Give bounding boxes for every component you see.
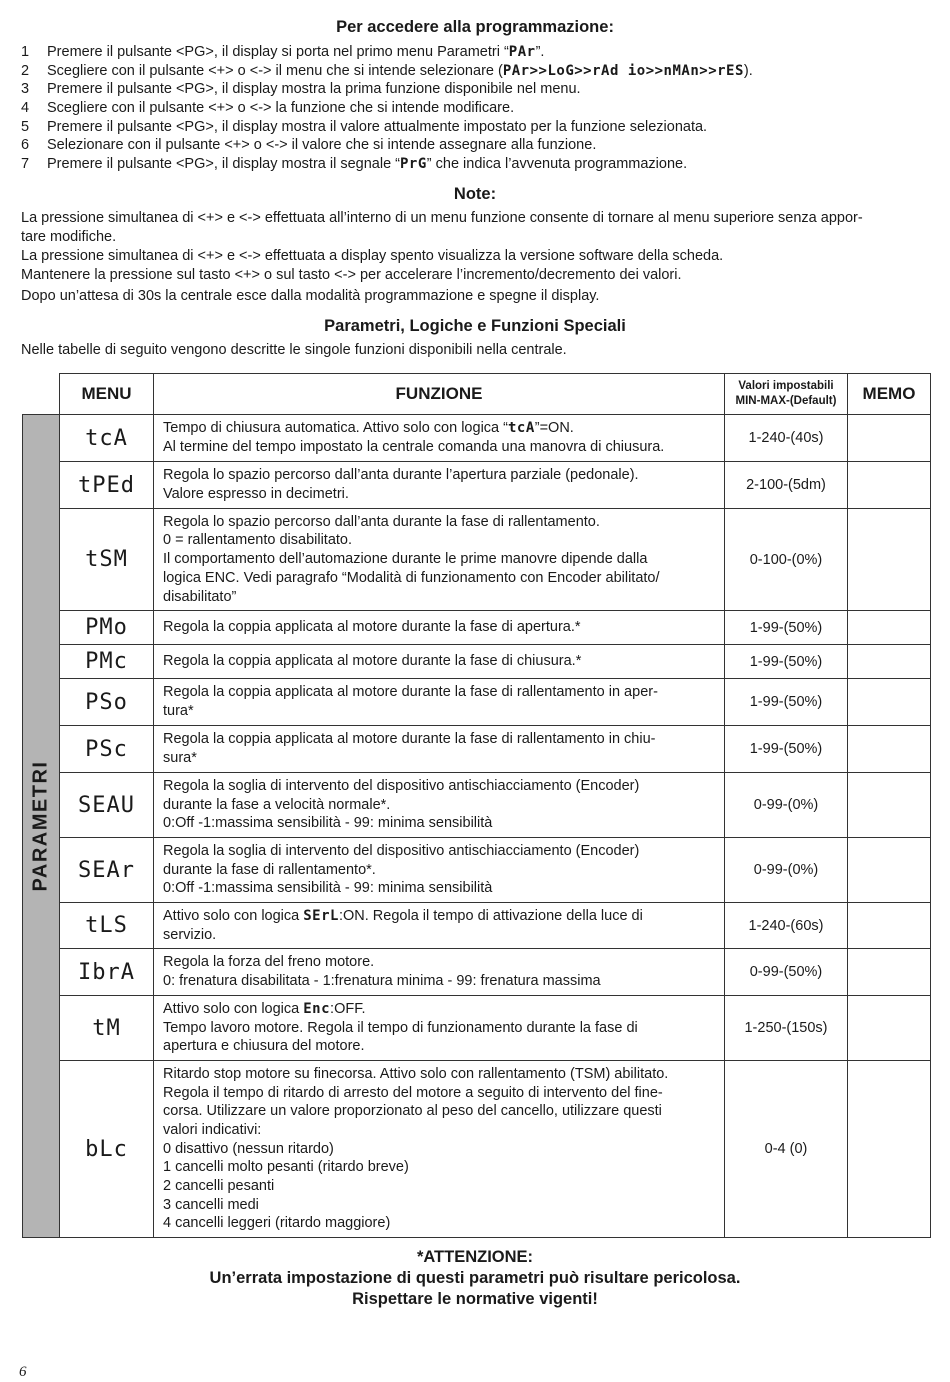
warning-title: *ATTENZIONE: — [416, 1248, 534, 1266]
value-range: 1-99-(50%) — [725, 645, 848, 679]
step-text — [47, 99, 514, 118]
description-line — [163, 907, 715, 926]
function-description — [154, 903, 725, 949]
memo-cell — [848, 838, 931, 903]
description-line — [163, 972, 715, 991]
menu-code-cell — [60, 838, 154, 903]
description-line — [163, 652, 715, 671]
table-row — [23, 509, 931, 611]
note-line: Mantenere la pressione sul tasto <+> o sul tasto <-> per accelerare l’incremento/decremento dei valori. — [21, 267, 682, 283]
text-run: Regola la soglia di intervento del dispositivo antischiacciamento (Encoder) — [163, 777, 640, 794]
menu-code-cell — [60, 415, 154, 462]
step-item — [21, 43, 931, 62]
value-range: 0-99-(0%) — [725, 838, 848, 903]
description-line — [163, 953, 715, 972]
value-range: 0-99-(50%) — [725, 949, 848, 996]
text-run: Premere il pulsante <PG>, il display si porta nel primo menu Parametri “ — [47, 44, 509, 60]
step-number: 6 — [21, 137, 30, 154]
description-line — [163, 796, 715, 815]
menu-code: IbrA — [78, 959, 135, 985]
header-spacer — [23, 374, 60, 415]
menu-code: PMc — [85, 649, 128, 674]
memo-cell — [848, 462, 931, 509]
memo-cell — [848, 611, 931, 645]
function-description — [154, 679, 725, 726]
function-description — [154, 611, 725, 645]
menu-code-cell — [60, 773, 154, 838]
display-code: SErL — [303, 907, 339, 924]
table-row — [23, 726, 931, 773]
header-menu: MENU — [60, 374, 154, 415]
display-code: PAr>>LoG>>rAd io>>nMAn>>rES — [502, 62, 744, 79]
text-run: 0 = rallentamento disabilitato. — [163, 532, 353, 549]
text-run: apertura e chiusura del motore. — [163, 1038, 365, 1055]
table-row — [23, 773, 931, 838]
memo-cell — [848, 949, 931, 996]
description-line — [163, 1158, 715, 1177]
description-line — [163, 531, 715, 550]
text-run: durante la fase a velocità normale*. — [163, 796, 391, 813]
menu-code: PMo — [85, 615, 128, 640]
text-run: Il comportamento dell’automazione durante le prime manovre dipende dalla — [163, 551, 648, 568]
step-number: 7 — [21, 156, 30, 173]
description-line — [163, 842, 715, 861]
warning-line: Un’errata impostazione di questi parametri può risultare pericolosa. — [209, 1269, 741, 1287]
step-number: 3 — [21, 81, 30, 98]
text-run: :ON. Regola il tempo di attivazione della luce di — [338, 907, 643, 924]
description-line — [163, 749, 715, 768]
header-funzione: FUNZIONE — [154, 374, 725, 415]
menu-code-cell — [60, 996, 154, 1061]
header-valori-line2: MIN-MAX-(Default) — [735, 395, 837, 407]
text-run: :OFF. — [330, 1000, 366, 1017]
description-line — [163, 1140, 715, 1159]
step-text — [47, 62, 753, 81]
text-run: 0:Off -1:massima sensibilità - 99: minima sensibilità — [163, 815, 493, 832]
menu-code-cell — [60, 645, 154, 679]
text-run: ”=ON. — [534, 420, 574, 437]
step-text — [47, 118, 707, 137]
function-description — [154, 462, 725, 509]
text-run: Ritardo stop motore su finecorsa. Attivo solo con rallentamento (TSM) abilitato. — [163, 1065, 669, 1082]
menu-code-cell — [60, 509, 154, 611]
memo-cell — [848, 903, 931, 949]
table-header-row — [23, 374, 931, 415]
text-run: disabilitato” — [163, 588, 237, 605]
step-item — [21, 80, 931, 99]
table-row — [23, 949, 931, 996]
text-run: Premere il pulsante <PG>, il display mostra il segnale “ — [47, 156, 400, 173]
description-line — [163, 1196, 715, 1215]
value-range: 1-250-(150s) — [725, 996, 848, 1061]
text-run: Regola il tempo di ritardo di arresto del motore a seguito di intervento del fine- — [163, 1084, 663, 1101]
description-line — [163, 814, 715, 833]
value-range: 1-99-(50%) — [725, 611, 848, 645]
function-description — [154, 838, 725, 903]
step-item — [21, 136, 931, 155]
step-number: 4 — [21, 100, 30, 117]
text-run: Regola la forza del freno motore. — [163, 954, 375, 971]
description-line — [163, 683, 715, 702]
menu-code: bLc — [85, 1136, 128, 1162]
step-item — [21, 155, 931, 174]
text-run: Tempo di chiusura automatica. Attivo solo con logica “ — [163, 420, 508, 437]
text-run: Attivo solo con logica — [163, 907, 304, 924]
table-row — [23, 996, 931, 1061]
text-run: corsa. Utilizzare un valore proporzionato al peso del cancello, utilizzare questi — [163, 1103, 662, 1120]
text-run: Scegliere con il pulsante <+> o <-> il menu che si intende selezionare ( — [47, 62, 503, 79]
menu-code: tPEd — [78, 472, 135, 498]
function-description — [154, 415, 725, 462]
notes-heading: Note: — [453, 185, 497, 203]
description-line — [163, 569, 715, 588]
description-line — [163, 513, 715, 532]
description-line — [163, 1102, 715, 1121]
menu-code-cell — [60, 462, 154, 509]
parametri-side-label — [23, 415, 60, 1238]
function-description — [154, 726, 725, 773]
description-line — [163, 1177, 715, 1196]
description-line — [163, 485, 715, 504]
memo-cell — [848, 726, 931, 773]
programming-heading: Per accedere alla programmazione: — [336, 18, 614, 36]
function-description — [154, 1061, 725, 1238]
value-range: 1-99-(50%) — [725, 726, 848, 773]
parameters-table — [22, 373, 931, 1238]
description-line — [163, 879, 715, 898]
menu-code: SEAr — [78, 857, 135, 883]
text-run: 0: frenatura disabilitata - 1:frenatura minima - 99: frenatura massima — [163, 973, 601, 989]
menu-code: PSc — [85, 736, 128, 762]
table-row — [23, 838, 931, 903]
text-run: durante la fase di rallentamento*. — [163, 861, 376, 878]
memo-cell — [848, 509, 931, 611]
text-run: 0 disattivo (nessun ritardo) — [163, 1140, 334, 1157]
text-run: Valore espresso in decimetri. — [163, 486, 349, 502]
memo-cell — [848, 679, 931, 726]
description-line — [163, 777, 715, 796]
description-line — [163, 730, 715, 749]
memo-cell — [848, 773, 931, 838]
function-description — [154, 509, 725, 611]
description-line — [163, 1214, 715, 1233]
menu-code-cell — [60, 679, 154, 726]
header-valori — [725, 374, 848, 415]
function-description — [154, 996, 725, 1061]
text-run: ). — [743, 62, 753, 79]
menu-code: tSM — [85, 547, 128, 572]
step-item — [21, 118, 931, 137]
description-line — [163, 466, 715, 485]
memo-cell — [848, 1061, 931, 1238]
text-run: Al termine del tempo impostato la centrale comanda una manovra di chiusura. — [163, 439, 665, 455]
description-line — [163, 618, 715, 637]
notes-block — [21, 209, 931, 306]
value-range: 1-240-(60s) — [725, 903, 848, 949]
text-run: Regola la coppia applicata al motore durante la fase di chiusura.* — [163, 653, 582, 670]
warning-block — [0, 1247, 950, 1310]
page-number: 6 — [19, 1364, 27, 1380]
value-range: 1-240-(40s) — [725, 415, 848, 462]
text-run: valori indicativi: — [163, 1121, 262, 1138]
text-run: logica ENC. Vedi paragrafo “Modalità di funzionamento con Encoder abilitato/ — [163, 569, 660, 586]
description-line — [163, 550, 715, 569]
menu-code-cell — [60, 611, 154, 645]
table-row — [23, 903, 931, 949]
display-code: PAr — [508, 44, 536, 60]
parameters-intro: Nelle tabelle di seguito vengono descritte le singole funzioni disponibili nella centrale. — [21, 342, 567, 358]
text-run: Regola la coppia applicata al motore durante la fase di apertura.* — [163, 619, 581, 636]
menu-code: tLS — [85, 913, 128, 938]
table-row — [23, 679, 931, 726]
function-description — [154, 773, 725, 838]
menu-code: tM — [92, 1015, 121, 1041]
side-label-text: PARAMETRI — [29, 760, 52, 892]
description-line — [163, 1084, 715, 1103]
step-text — [47, 155, 687, 174]
menu-code-cell — [60, 903, 154, 949]
parameters-heading: Parametri, Logiche e Funzioni Speciali — [324, 317, 626, 335]
function-description — [154, 949, 725, 996]
text-run: Premere il pulsante <PG>, il display mostra il valore attualmente impostato per la funzione selezionata. — [47, 118, 708, 135]
description-line — [163, 438, 715, 457]
description-line — [163, 1065, 715, 1084]
text-run: Regola lo spazio percorso dall’anta durante l’apertura parziale (pedonale). — [163, 467, 639, 484]
description-line — [163, 1037, 715, 1056]
value-range: 0-100-(0%) — [725, 509, 848, 611]
text-run: Regola la coppia applicata al motore durante la fase di rallentamento in aper- — [163, 684, 658, 701]
warning-line: Rispettare le normative vigenti! — [352, 1290, 598, 1308]
description-line — [163, 588, 715, 607]
display-code: tcA — [507, 420, 535, 437]
text-run: tura* — [163, 703, 194, 719]
description-line — [163, 1019, 715, 1038]
menu-code-cell — [60, 949, 154, 996]
step-item — [21, 62, 931, 81]
description-line — [163, 1121, 715, 1140]
menu-code-cell — [60, 726, 154, 773]
description-line — [163, 1000, 715, 1019]
note-line: Dopo un’attesa di 30s la centrale esce dalla modalità programmazione e spegne il display. — [21, 288, 600, 304]
note-line: La pressione simultanea di <+> e <-> effettuata a display spento visualizza la versione software della scheda. — [21, 248, 724, 264]
function-description — [154, 645, 725, 679]
text-run: servizio. — [163, 926, 217, 943]
table-row — [23, 611, 931, 645]
text-run: 4 cancelli leggeri (ritardo maggiore) — [163, 1215, 391, 1232]
memo-cell — [848, 996, 931, 1061]
menu-code: tcA — [85, 425, 128, 451]
memo-cell — [848, 415, 931, 462]
note-line: La pressione simultanea di <+> e <-> effettuata all’interno di un menu funzione consente di tornare al menu superiore senza appor- — [21, 210, 863, 226]
text-run: Scegliere con il pulsante <+> o <-> la funzione che si intende modificare. — [47, 100, 515, 117]
text-run: 3 cancelli medi — [163, 1196, 259, 1213]
step-number: 1 — [21, 44, 30, 60]
description-line — [163, 702, 715, 721]
table-row — [23, 1061, 931, 1238]
memo-cell — [848, 645, 931, 679]
table-row — [23, 415, 931, 462]
description-line — [163, 926, 715, 945]
step-text — [47, 43, 544, 62]
text-run: Premere il pulsante <PG>, il display mostra la prima funzione disponibile nel menu. — [47, 81, 581, 98]
text-run: Regola la soglia di intervento del dispositivo antischiacciamento (Encoder) — [163, 842, 640, 859]
text-run: Tempo lavoro motore. Regola il tempo di funzionamento durante la fase di — [163, 1019, 638, 1036]
programming-steps — [21, 43, 931, 174]
description-line — [163, 861, 715, 880]
table-body — [23, 415, 931, 1238]
header-memo: MEMO — [848, 374, 931, 415]
text-run: 2 cancelli pesanti — [163, 1178, 275, 1195]
text-run: ”. — [535, 44, 545, 60]
text-run: Attivo solo con logica — [163, 1000, 304, 1017]
display-code: Enc — [303, 1000, 331, 1017]
note-line: tare modifiche. — [21, 229, 117, 245]
value-range: 1-99-(50%) — [725, 679, 848, 726]
step-number: 2 — [21, 62, 30, 79]
text-run: Regola lo spazio percorso dall’anta durante la fase di rallentamento. — [163, 513, 600, 530]
display-code: PrG — [400, 156, 427, 173]
text-run: sura* — [163, 750, 197, 766]
text-run: Regola la coppia applicata al motore durante la fase di rallentamento in chiu- — [163, 731, 656, 748]
text-run: Selezionare con il pulsante <+> o <-> il valore che si intende assegnare alla funzione. — [47, 137, 597, 154]
description-line — [163, 419, 715, 438]
value-range: 0-99-(0%) — [725, 773, 848, 838]
menu-code: SEAU — [78, 792, 135, 818]
table-row — [23, 462, 931, 509]
text-run: 1 cancelli molto pesanti (ritardo breve) — [163, 1159, 409, 1176]
step-text — [47, 80, 581, 99]
text-run: 0:Off -1:massima sensibilità - 99: minima sensibilità — [163, 880, 493, 897]
value-range: 0-4 (0) — [725, 1061, 848, 1238]
step-text — [47, 136, 596, 155]
menu-code: PSo — [85, 689, 128, 715]
table-row — [23, 645, 931, 679]
value-range: 2-100-(5dm) — [725, 462, 848, 509]
step-item — [21, 99, 931, 118]
header-valori-line1: Valori impostabili — [738, 380, 834, 392]
menu-code-cell — [60, 1061, 154, 1238]
text-run: ” che indica l’avvenuta programmazione. — [426, 156, 688, 173]
step-number: 5 — [21, 118, 30, 135]
